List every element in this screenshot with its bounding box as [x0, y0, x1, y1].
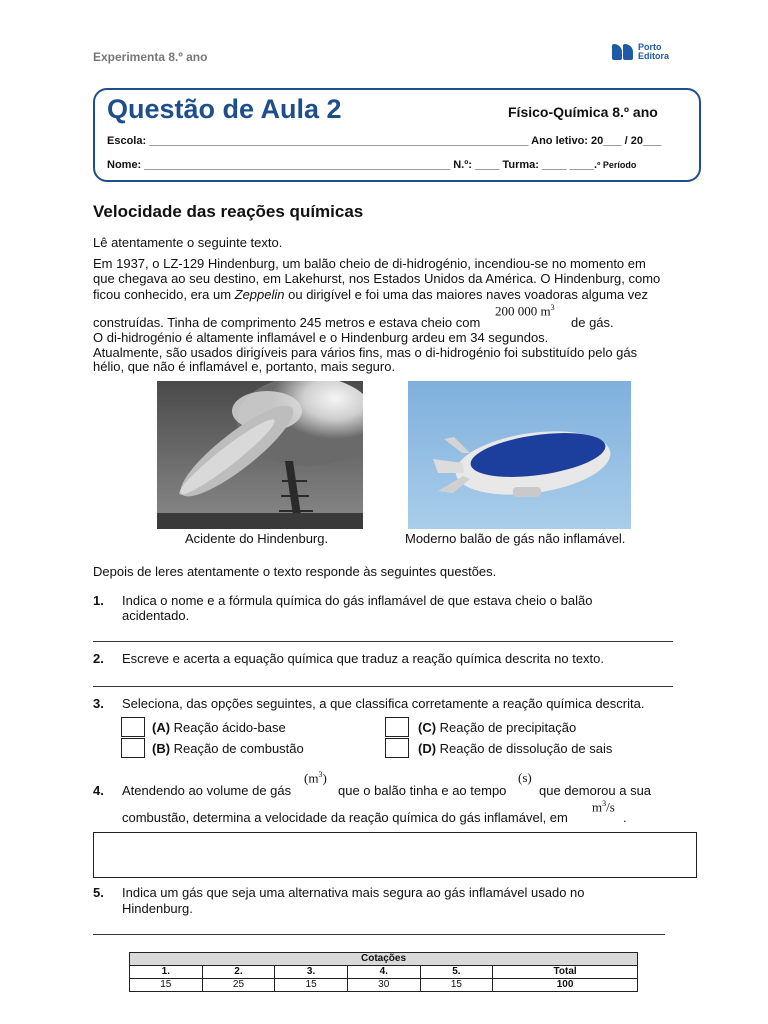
cotacoes-header: 1.: [130, 966, 203, 979]
q5-text-line1: Indica um gás que seja uma alternativa mais segura ao gás inflamável usado no: [122, 885, 585, 900]
q2-text: Escreve e acerta a equação química que traduz a reação química descrita no texto.: [122, 651, 604, 666]
q1-text-line1: Indica o nome e a fórmula química do gás inflamável de que estava cheio o balão: [122, 593, 593, 608]
porto-editora-logo-icon: [612, 44, 634, 60]
q3-number: 3.: [93, 696, 104, 711]
cotacoes-total: 100: [493, 979, 638, 992]
q5-answer-line[interactable]: [93, 934, 665, 935]
name-field[interactable]: [107, 159, 636, 171]
subject-label: Físico-Química 8.º ano: [508, 104, 658, 120]
school-field[interactable]: Escola: ______________________________________________________________ Ano letivo: 20___ / 20___: [107, 135, 662, 147]
section-title: Velocidade das reações químicas: [93, 202, 364, 221]
caption-modern-balloon: Moderno balão de gás não inflamável.: [405, 531, 626, 546]
q4-text-a: Atendendo ao volume de gás: [122, 783, 292, 798]
text-line-5: O di-hidrogénio é altamente inflamável e o Hindenburg ardeu em 34 segundos.: [93, 330, 549, 345]
q2-answer-line[interactable]: [93, 686, 673, 687]
cotacoes-value: 15: [420, 979, 493, 992]
q4-unit-time: (s): [518, 770, 532, 785]
q4-end: .: [623, 810, 627, 825]
option-a-label: (A) Reação ácido-base: [152, 720, 286, 735]
option-a-checkbox[interactable]: [121, 717, 145, 737]
q4-answer-box[interactable]: [93, 832, 697, 878]
q4-text-d: combustão, determina a velocidade da reação química do gás inflamável, em: [122, 810, 568, 825]
caption-hindenburg: Acidente do Hindenburg.: [185, 531, 329, 546]
name-label: Nome: __________________________________________________ N.º: ____ Turma: ____ ____.: [107, 159, 598, 171]
q4-unit-rate: $m^3/s$: [592, 799, 615, 815]
cotacoes-value: 30: [347, 979, 420, 992]
period-label: º Período: [597, 160, 637, 170]
cotacoes-header: 2.: [202, 966, 275, 979]
q1-text-line2: acidentado.: [122, 608, 190, 623]
option-d-label: (D) Reação de dissolução de sais: [418, 741, 613, 756]
publisher-logo: [612, 43, 669, 61]
intro-text: Lê atentamente o seguinte texto.: [93, 235, 283, 250]
cotacoes-value: 15: [130, 979, 203, 992]
logo-line1: Porto: [638, 42, 662, 52]
q3-text: Seleciona, das opções seguintes, a que classifica corretamente a reação química descrita.: [122, 696, 645, 711]
logo-line2: Editora: [638, 51, 670, 61]
hindenburg-accident-photo: [157, 381, 363, 529]
cotacoes-value: 15: [275, 979, 348, 992]
series-label: Experimenta 8.º ano: [93, 50, 208, 64]
modern-airship-photo: [408, 381, 631, 529]
q5-number: 5.: [93, 885, 104, 900]
q2-number: 2.: [93, 651, 104, 666]
option-d-checkbox[interactable]: [385, 738, 409, 758]
q4-text-c: que demorou a sua: [539, 783, 652, 798]
q4-number: 4.: [93, 783, 104, 798]
text-line-6: Atualmente, são usados dirigíveis para vários fins, mas o di-hidrogénio foi substituído pelo gás: [93, 345, 638, 360]
zeppelin-term: Zeppelin: [234, 287, 285, 302]
cotacoes-table: [129, 952, 638, 992]
text-line-4b: de gás.: [571, 315, 614, 330]
cotacoes-title: Cotações: [130, 953, 638, 966]
text-line-3: ficou conhecido, era um Zeppelin ou dirigível e foi uma das maiores naves voadoras alguma vez: [93, 287, 648, 302]
option-b-checkbox[interactable]: [121, 738, 145, 758]
option-b-label: (B) Reação de combustão: [152, 741, 304, 756]
q5-text-line2: Hindenburg.: [122, 901, 193, 916]
q4-text-b: que o balão tinha e ao tempo: [338, 783, 507, 798]
q1-number: 1.: [93, 593, 104, 608]
text-line-1: Em 1937, o LZ-129 Hindenburg, um balão cheio de di-hidrogénio, incendiou-se no momento em: [93, 256, 646, 271]
text-line-7: hélio, que não é inflamável e, portanto, mais seguro.: [93, 359, 396, 374]
q4-unit-volume: $(m^3)$: [304, 770, 327, 786]
cotacoes-header: Total: [493, 966, 638, 979]
cotacoes-header: 3.: [275, 966, 348, 979]
cotacoes-header: 4.: [347, 966, 420, 979]
option-c-checkbox[interactable]: [385, 717, 409, 737]
cotacoes-header: 5.: [420, 966, 493, 979]
volume-value: 200 000 $m^3$: [495, 303, 555, 319]
page-title: Questão de Aula 2: [107, 94, 342, 124]
option-c-label: (C) Reação de precipitação: [418, 720, 577, 735]
text-line-2: que chegava ao seu destino, em Lakehurst, nos Estados Unidos da América. O Hindenburg, como: [93, 271, 661, 286]
instructions: Depois de leres atentamente o texto responde às seguintes questões.: [93, 564, 497, 579]
q1-answer-line[interactable]: [93, 641, 673, 642]
text-line-4a: construídas. Tinha de comprimento 245 metros e estava cheio com: [93, 315, 481, 330]
cotacoes-value: 25: [202, 979, 275, 992]
